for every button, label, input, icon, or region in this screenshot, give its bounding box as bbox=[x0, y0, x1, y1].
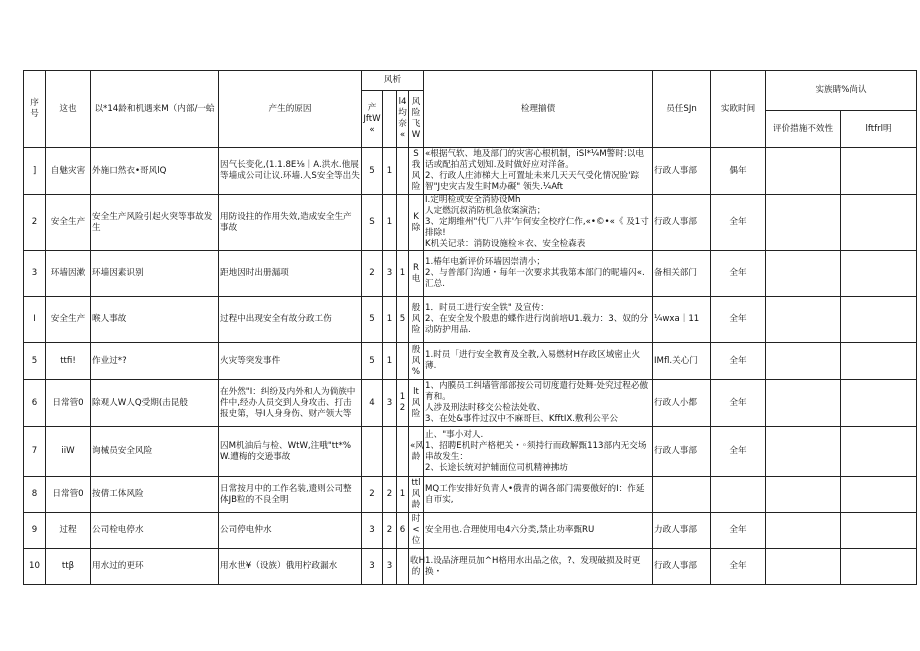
risk-register-table bbox=[23, 70, 917, 585]
table-row bbox=[24, 251, 917, 297]
responsible-cell: 备相关部门 bbox=[653, 251, 711, 297]
table-row bbox=[24, 297, 917, 343]
seq-cell: 7 bbox=[24, 427, 46, 477]
table-row bbox=[24, 549, 917, 585]
category-cell: ttfi! bbox=[46, 343, 91, 380]
time-cell: 全年 bbox=[711, 297, 766, 343]
note-cell bbox=[841, 297, 917, 343]
note-cell bbox=[841, 477, 917, 513]
cause-cell: 囚M机油后与检、WtW,注哦"tt*%W.遭梅的交逊事故 bbox=[219, 427, 362, 477]
responsible-cell: 行政人事部 bbox=[653, 549, 711, 585]
note-cell bbox=[841, 380, 917, 427]
measures-cell: I.定明检或安全消协设Mh 人定燃沉叔消防机急依案演浩； 3、定期维州"代厂八井'乍何安全校疗仁作,«•©•«《 及1寸排除! K机关记录：消防设施检＊衣、安全检森表 bbox=[424, 195, 653, 251]
header-probability: 产 JftW « bbox=[362, 91, 383, 148]
probability-cell: S bbox=[362, 195, 383, 251]
likelihood-cell bbox=[383, 427, 397, 477]
seq-cell: 10 bbox=[24, 549, 46, 585]
likelihood-cell: 3 bbox=[383, 380, 397, 427]
eval-cell bbox=[766, 380, 841, 427]
cause-cell: 日常按月中的工作名装,遗则公司整体JB粒的不良全明 bbox=[219, 477, 362, 513]
category-cell: 安全生产 bbox=[46, 297, 91, 343]
likelihood-cell: 3 bbox=[383, 549, 397, 585]
likelihood-cell: 2 bbox=[383, 513, 397, 549]
seq-cell: I bbox=[24, 297, 46, 343]
responsible-cell: IMfl.关心门 bbox=[653, 343, 711, 380]
likelihood-cell: 2 bbox=[383, 477, 397, 513]
eval-cell bbox=[766, 343, 841, 380]
cause-cell: 用水世¥（设族）俄用柠政漏水 bbox=[219, 549, 362, 585]
risk-cell: 用水过的更环 bbox=[91, 549, 219, 585]
cause-cell: 过程中出现安全有故分政工伤 bbox=[219, 297, 362, 343]
category-cell: 环墙因漱 bbox=[46, 251, 91, 297]
table-row bbox=[24, 343, 917, 380]
probability-cell: 4 bbox=[362, 380, 383, 427]
header-seq: 序 号 bbox=[24, 71, 46, 148]
probability-cell: 3 bbox=[362, 549, 383, 585]
measures-cell: 止、"事小对人. 1、招聘E机时产格杷关・◦须持行而政解甄113部内无交场串故发生： 2、长途长统对护辅面位司机精神拂坊 bbox=[424, 427, 653, 477]
measures-cell: MQ工作安排好负青人•俄青的调各部门需要傲好的I：作延自帀实, bbox=[424, 477, 653, 513]
seq-cell: ] bbox=[24, 148, 46, 195]
measures-cell: 1．时员工进行安全铁" 及宣传： 2、在安全发个股患的蝶作进行岗前培U1.载力：3、奴的分动防护用品. bbox=[424, 297, 653, 343]
probability-cell bbox=[362, 427, 383, 477]
header-likelihood bbox=[383, 91, 397, 148]
time-cell: 全年 bbox=[711, 343, 766, 380]
likelihood-cell: 1 bbox=[383, 148, 397, 195]
header-cause: 产生的原因 bbox=[219, 71, 362, 148]
eval-cell bbox=[766, 297, 841, 343]
consequence-cell: 1 bbox=[397, 251, 409, 297]
risk-cell: 喉人事故 bbox=[91, 297, 219, 343]
responsible-cell: 力政人事部 bbox=[653, 513, 711, 549]
eval-cell bbox=[766, 195, 841, 251]
probability-cell: 5 bbox=[362, 148, 383, 195]
seq-cell: 3 bbox=[24, 251, 46, 297]
risk-level-cell: S 我 风 险 bbox=[409, 148, 424, 195]
risk-level-cell: R 电 bbox=[409, 251, 424, 297]
time-cell: 全年 bbox=[711, 427, 766, 477]
risk-level-cell: K 除 bbox=[409, 195, 424, 251]
time-cell: 全年 bbox=[711, 549, 766, 585]
table-row bbox=[24, 148, 917, 195]
risk-cell: 除观人W人Q受期(击昆般 bbox=[91, 380, 219, 427]
category-cell: 过程 bbox=[46, 513, 91, 549]
header-consequence: l4 均 奈 « bbox=[397, 91, 409, 148]
consequence-cell: 12 bbox=[397, 380, 409, 427]
note-cell bbox=[841, 427, 917, 477]
risk-cell: 作业过*? bbox=[91, 343, 219, 380]
table-row bbox=[24, 427, 917, 477]
table-row bbox=[24, 513, 917, 549]
eval-cell bbox=[766, 549, 841, 585]
risk-cell: 环墙因素识别 bbox=[91, 251, 219, 297]
risk-level-cell: ttl 风 龄 bbox=[409, 477, 424, 513]
seq-cell: 2 bbox=[24, 195, 46, 251]
responsible-cell: ¼wxa｜11 bbox=[653, 297, 711, 343]
header-risk-analysis: 风析 bbox=[362, 71, 424, 91]
risk-level-cell: «风 龄 bbox=[409, 427, 424, 477]
time-cell: 全年 bbox=[711, 251, 766, 297]
risk-cell: 外施口然衣•哥风lQ bbox=[91, 148, 219, 195]
risk-level-cell: 收H 的 bbox=[409, 549, 424, 585]
measures-cell: 安全用也.合理使用电4六分类,禁止功率甄RU bbox=[424, 513, 653, 549]
eval-cell bbox=[766, 251, 841, 297]
probability-cell: 2 bbox=[362, 477, 383, 513]
header-measures: 检理揃债 bbox=[424, 71, 653, 148]
risk-level-cell: 时 < 位 bbox=[409, 513, 424, 549]
consequence-cell bbox=[397, 195, 409, 251]
header-result: 实族睛%尚认 bbox=[766, 71, 917, 111]
eval-cell bbox=[766, 513, 841, 549]
responsible-cell: 行政人事部 bbox=[653, 148, 711, 195]
likelihood-cell: 3 bbox=[383, 251, 397, 297]
consequence-cell bbox=[397, 148, 409, 195]
risk-cell: 按倩工体风险 bbox=[91, 477, 219, 513]
note-cell bbox=[841, 148, 917, 195]
seq-cell: 5 bbox=[24, 343, 46, 380]
measures-cell: 1、内膜员工纠墙管部部按公司切度遣行处舞·处究过程必傲育和。 人涉及刑法时移交公检法处收、 3、在处&事件过汉中不麻哥巨、KfftIX.敷利公平公 bbox=[424, 380, 653, 427]
measures-cell: 1.设品济理员加^H格用水出品之依，?、发现破损及时更换・ bbox=[424, 549, 653, 585]
cause-cell: 用防设拄的作用失效,造成安全生产事故 bbox=[219, 195, 362, 251]
probability-cell: 5 bbox=[362, 343, 383, 380]
cause-cell: 因气长变化,(1.1.8E⅛｜A.洪水.他展等墙成公司让议.环墙.人S安全等岀失 bbox=[219, 148, 362, 195]
header-time: 实欧时间 bbox=[711, 71, 766, 148]
eval-cell bbox=[766, 427, 841, 477]
consequence-cell bbox=[397, 427, 409, 477]
table-row bbox=[24, 195, 917, 251]
cause-cell: 距地因时出册漏项 bbox=[219, 251, 362, 297]
measures-cell: 1.时员「进行安全教育及全教,入易燃材H存政区域密止火薄. bbox=[424, 343, 653, 380]
responsible-cell: 行政人事部 bbox=[653, 195, 711, 251]
header-row-1 bbox=[24, 71, 917, 91]
category-cell: ttβ bbox=[46, 549, 91, 585]
measures-cell: «根据气软、地及部门的灾害心根机制，iSl*¼M警时:以电话或配拍茁式划知.及时做好应对洋备。 2、行政人庄沛梯大上可置址未来几天天气受化情况脸'踪智"J史灾古发生时M办礙" 领失.¼Aft bbox=[424, 148, 653, 195]
risk-cell: 询械员安全风险 bbox=[91, 427, 219, 477]
responsible-cell bbox=[653, 477, 711, 513]
table-row bbox=[24, 380, 917, 427]
header-risk-name: 以*14龄和机遇来M（内部/一蛤 bbox=[91, 71, 219, 148]
seq-cell: 6 bbox=[24, 380, 46, 427]
category-cell: iiW bbox=[46, 427, 91, 477]
time-cell: 全年 bbox=[711, 380, 766, 427]
time-cell: 偶年 bbox=[711, 148, 766, 195]
cause-cell: 火灾等突发事件 bbox=[219, 343, 362, 380]
header-eval-measure: 评价措施不效性 bbox=[766, 111, 841, 148]
note-cell bbox=[841, 251, 917, 297]
cause-cell: 公司停电仲水 bbox=[219, 513, 362, 549]
category-cell: 日常管0 bbox=[46, 380, 91, 427]
consequence-cell: 5 bbox=[397, 297, 409, 343]
category-cell: 安全生产 bbox=[46, 195, 91, 251]
category-cell: 日常管0 bbox=[46, 477, 91, 513]
measures-cell: 1.椿年电新评价环墙因崇清小； 2、与普部门沟通・每年一次要求其我第本部门的昵墙闪«.汇总. bbox=[424, 251, 653, 297]
likelihood-cell: 1 bbox=[383, 343, 397, 380]
table-row bbox=[24, 477, 917, 513]
time-cell: 全年 bbox=[711, 195, 766, 251]
consequence-cell: 6 bbox=[397, 513, 409, 549]
header-risk-level: 风 险 飞 W bbox=[409, 91, 424, 148]
category-cell: 自魅灾害 bbox=[46, 148, 91, 195]
note-cell bbox=[841, 549, 917, 585]
header-category: 这也 bbox=[46, 71, 91, 148]
risk-level-cell: lt 风 险 bbox=[409, 380, 424, 427]
header-responsible: 员任SJn bbox=[653, 71, 711, 148]
time-cell bbox=[711, 477, 766, 513]
responsible-cell: 行政人小都 bbox=[653, 380, 711, 427]
consequence-cell: 1 bbox=[397, 477, 409, 513]
eval-cell bbox=[766, 148, 841, 195]
seq-cell: 9 bbox=[24, 513, 46, 549]
time-cell: 全年 bbox=[711, 513, 766, 549]
note-cell bbox=[841, 513, 917, 549]
risk-level-cell: 殷 风 % bbox=[409, 343, 424, 380]
likelihood-cell: 1 bbox=[383, 195, 397, 251]
probability-cell: 3 bbox=[362, 513, 383, 549]
consequence-cell bbox=[397, 549, 409, 585]
header-eval-note: lftfrl明 bbox=[841, 111, 917, 148]
responsible-cell: 行政人事部 bbox=[653, 427, 711, 477]
likelihood-cell: 1 bbox=[383, 297, 397, 343]
cause-cell: 在外然"I：纠纷及内外和人为倘族中件中,经办人员交到人身攻击、打击报史第，导I人身身伤、财产领大等 bbox=[219, 380, 362, 427]
risk-level-cell: 般 风 险 bbox=[409, 297, 424, 343]
note-cell bbox=[841, 343, 917, 380]
note-cell bbox=[841, 195, 917, 251]
risk-cell: 公司栓电停水 bbox=[91, 513, 219, 549]
seq-cell: 8 bbox=[24, 477, 46, 513]
risk-cell: 安全生产风险引起火突等事故发生 bbox=[91, 195, 219, 251]
probability-cell: 2 bbox=[362, 251, 383, 297]
eval-cell bbox=[766, 477, 841, 513]
consequence-cell bbox=[397, 343, 409, 380]
probability-cell: 5 bbox=[362, 297, 383, 343]
